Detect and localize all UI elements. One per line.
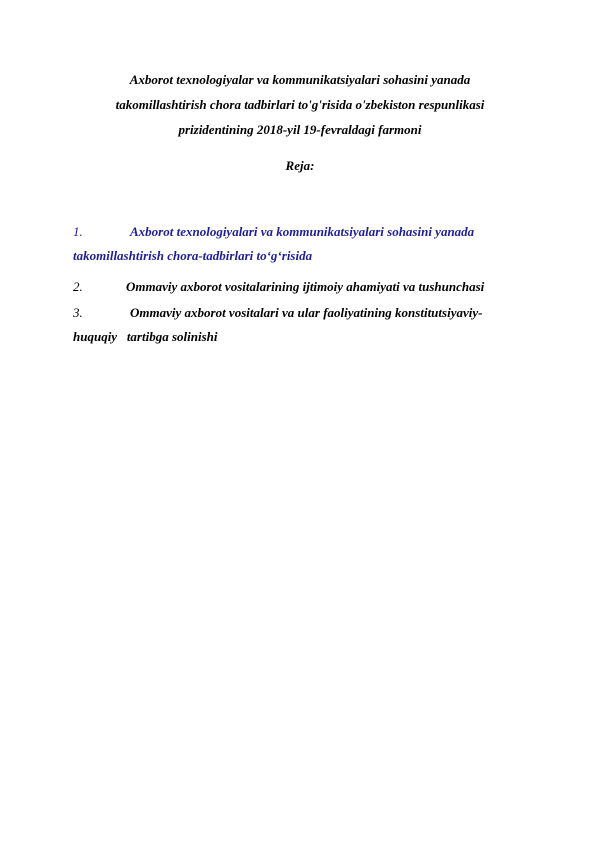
- plan-item-3-text-line-2: huquqiy tartibga solinishi: [73, 329, 218, 344]
- plan-item-3-text-line-1: Ommaviy axborot vositalari va ular faoliyatining konstitutsiyaviy-: [130, 305, 483, 320]
- document-title-line-1: Axborot texnologiyalar va kommunikatsiyalari sohasini yanada: [129, 72, 471, 87]
- plan-item-1-text-line-1: Axborot texnologiyalari va kommunikatsiyalari sohasini yanada: [130, 224, 475, 239]
- plan-item-1-text-line-2: takomillashtirish chora-tadbirlari to‘g‘risida: [73, 248, 313, 263]
- plan-heading: Reja:: [285, 158, 315, 173]
- document-title-line-2: takomillashtirish chora tadbirlari to'g'risida o'zbekiston respunlikasi: [115, 97, 485, 112]
- plan-item-2-text-line-1: Ommaviy axborot vositalarining ijtimoiy ahamiyati va tushunchasi: [126, 279, 485, 294]
- plan-item-1-number: 1.: [73, 224, 83, 239]
- plan-item-3-number: 3.: [73, 305, 83, 320]
- plan-item-2-number: 2.: [73, 279, 83, 294]
- document-title-line-3: prizidentining 2018-yil 19-fevraldagi farmoni: [178, 122, 422, 137]
